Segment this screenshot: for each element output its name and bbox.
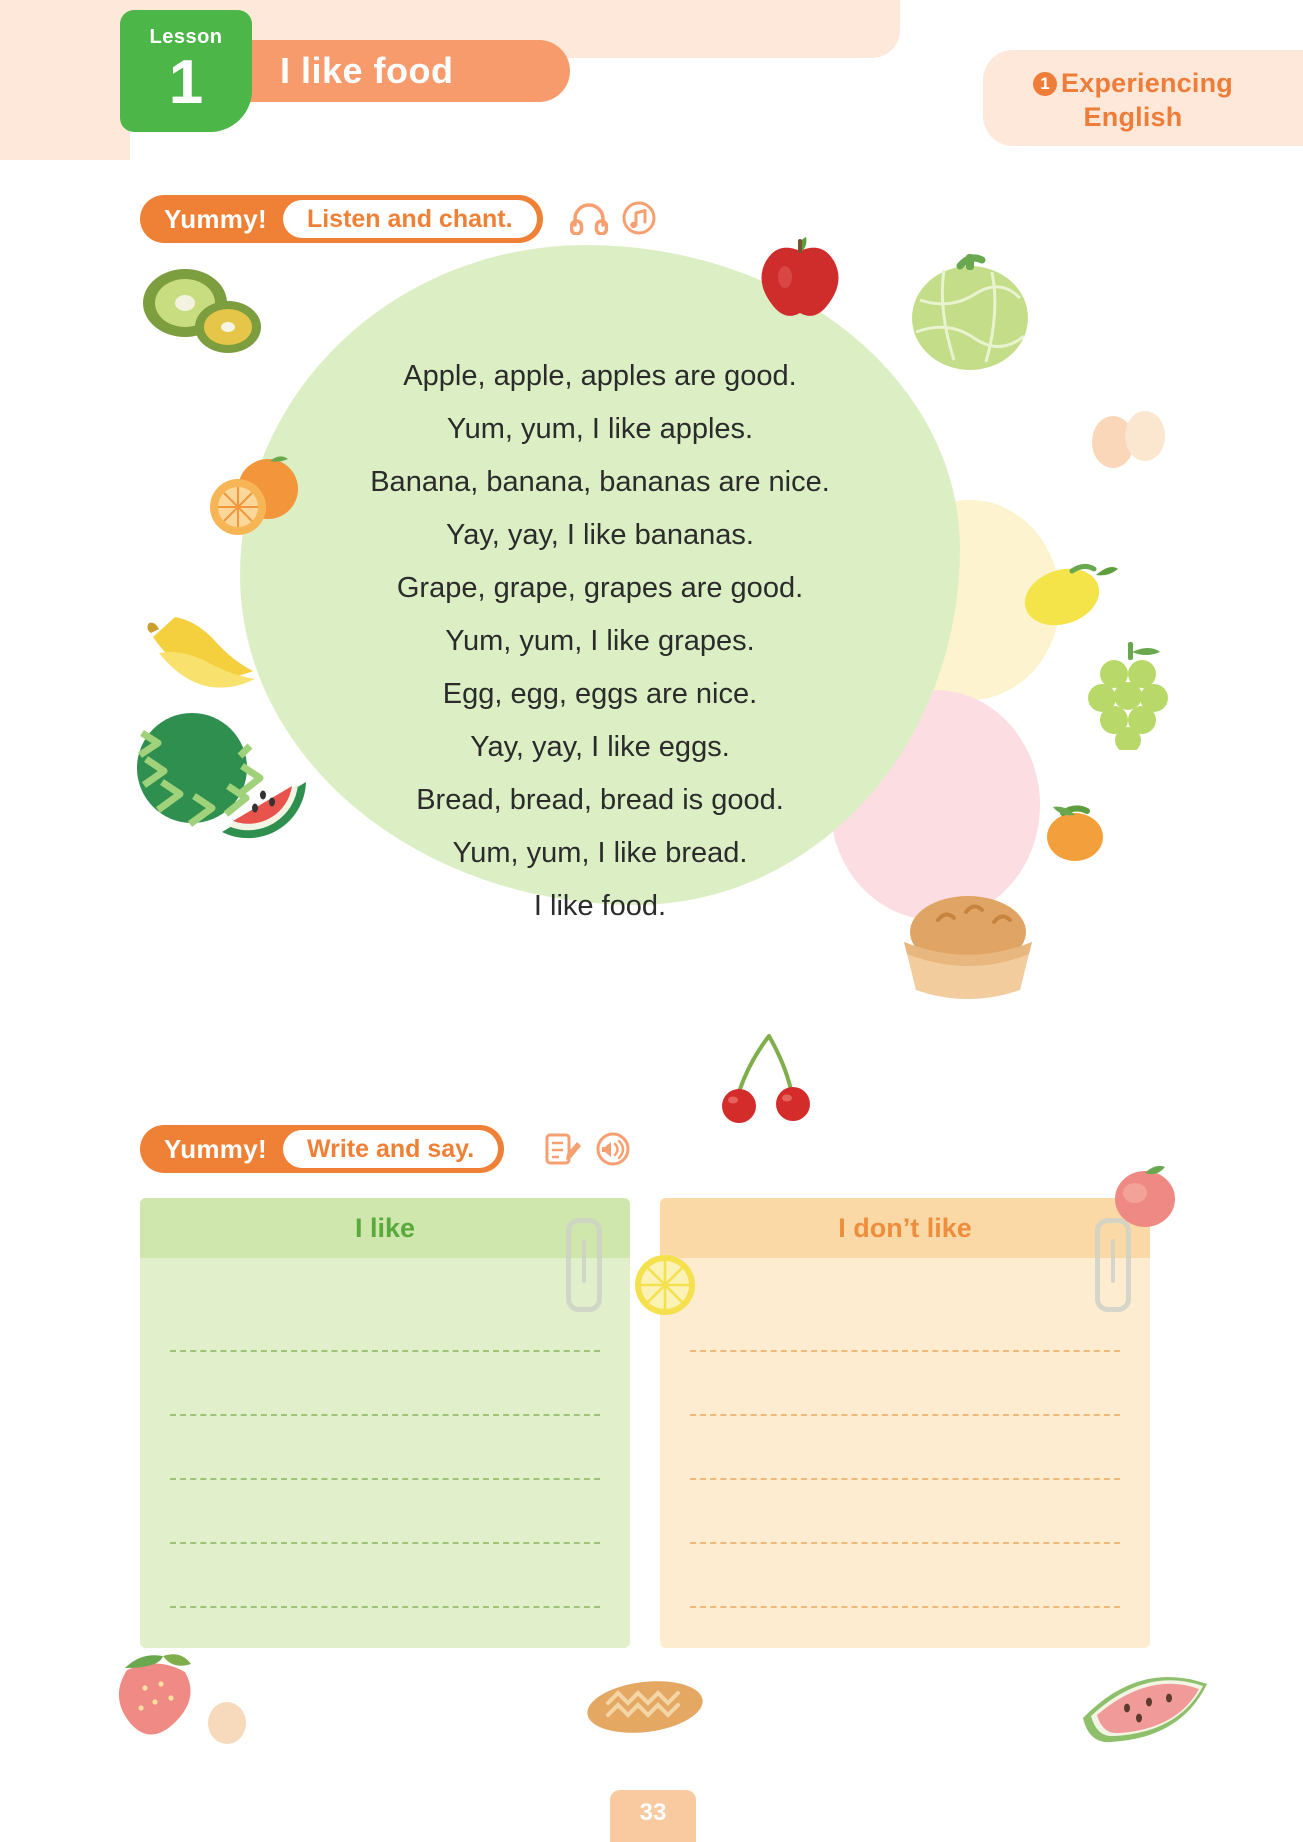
series-label — [993, 66, 1273, 134]
activity-2-label: Write and say. — [283, 1130, 498, 1168]
egg-icon — [1085, 400, 1175, 475]
egg-small-icon — [200, 1695, 255, 1750]
activity-2-badge: Yummy! — [164, 1133, 267, 1164]
series-line1: Experiencing — [1061, 68, 1233, 98]
activity-1-label: Listen and chant. — [283, 200, 537, 238]
page-number: 33 — [610, 1790, 696, 1842]
paperclip-icon-left — [566, 1218, 602, 1312]
activity-2-header — [140, 1125, 900, 1173]
chant-line: Yum, yum, I like bread. — [452, 837, 748, 869]
chant-line: Bread, bread, bread is good. — [416, 784, 784, 816]
apple-icon — [755, 235, 845, 325]
lesson-badge — [120, 10, 252, 132]
writing-line[interactable] — [690, 1414, 1120, 1416]
writing-line[interactable] — [170, 1542, 600, 1544]
activity-1-badge: Yummy! — [164, 203, 267, 234]
activity-1-icons — [570, 201, 656, 240]
series-line2: English — [1083, 102, 1183, 132]
chant-line: Yay, yay, I like eggs. — [470, 731, 730, 763]
i-like-card-title: I like — [140, 1198, 630, 1258]
writing-line[interactable] — [690, 1478, 1120, 1480]
activity-2-pill — [140, 1125, 504, 1173]
chant-line: Yum, yum, I like apples. — [446, 413, 754, 445]
chant-line: Grape, grape, grapes are good. — [396, 572, 804, 604]
speak-icon — [595, 1131, 631, 1172]
strawberry-icon — [105, 1640, 215, 1745]
i-dont-like-card-title: I don’t like — [660, 1198, 1150, 1258]
chant-line: Yum, yum, I like grapes. — [445, 625, 755, 657]
lesson-word: Lesson — [149, 26, 223, 48]
cherries-icon — [715, 1030, 825, 1135]
lesson-title: I like food — [248, 40, 570, 102]
i-dont-like-card[interactable] — [660, 1198, 1150, 1648]
music-note-icon — [622, 201, 656, 240]
banana-icon — [145, 615, 265, 705]
lesson-number: 1 — [168, 48, 204, 117]
peach-icon — [1105, 1155, 1185, 1240]
writing-line[interactable] — [170, 1606, 600, 1608]
activity-1-pill — [140, 195, 543, 243]
i-dont-like-writing-lines[interactable] — [660, 1258, 1150, 1608]
header-band-left-column — [0, 0, 130, 160]
lemon-slice-icon — [630, 1250, 700, 1325]
chant-line: Egg, egg, eggs are nice. — [442, 678, 758, 710]
grapes-icon — [1080, 640, 1180, 755]
writing-line[interactable] — [170, 1414, 600, 1416]
lemon-icon — [1010, 545, 1120, 640]
i-like-card[interactable] — [140, 1198, 630, 1648]
chant-line: I like food. — [533, 890, 667, 922]
writing-line[interactable] — [690, 1542, 1120, 1544]
chant-text — [250, 350, 950, 933]
baguette-icon — [580, 1665, 710, 1750]
writing-line[interactable] — [170, 1350, 600, 1352]
activity-2-icons — [545, 1131, 631, 1172]
chant-line: Yay, yay, I like bananas. — [446, 519, 754, 551]
chant-line: Apple, apple, apples are good. — [403, 360, 797, 392]
chant-line: Banana, banana, bananas are nice. — [370, 466, 830, 498]
writing-line[interactable] — [690, 1350, 1120, 1352]
kiwi-icon — [140, 265, 265, 360]
tangerine-icon — [1035, 795, 1115, 870]
writing-line[interactable] — [690, 1606, 1120, 1608]
watermelon-slice-icon — [1075, 1660, 1215, 1750]
i-like-writing-lines[interactable] — [140, 1258, 630, 1608]
writing-line[interactable] — [170, 1478, 600, 1480]
write-icon — [545, 1132, 581, 1171]
headphones-icon — [570, 201, 608, 240]
series-number: 1 — [1033, 72, 1057, 96]
